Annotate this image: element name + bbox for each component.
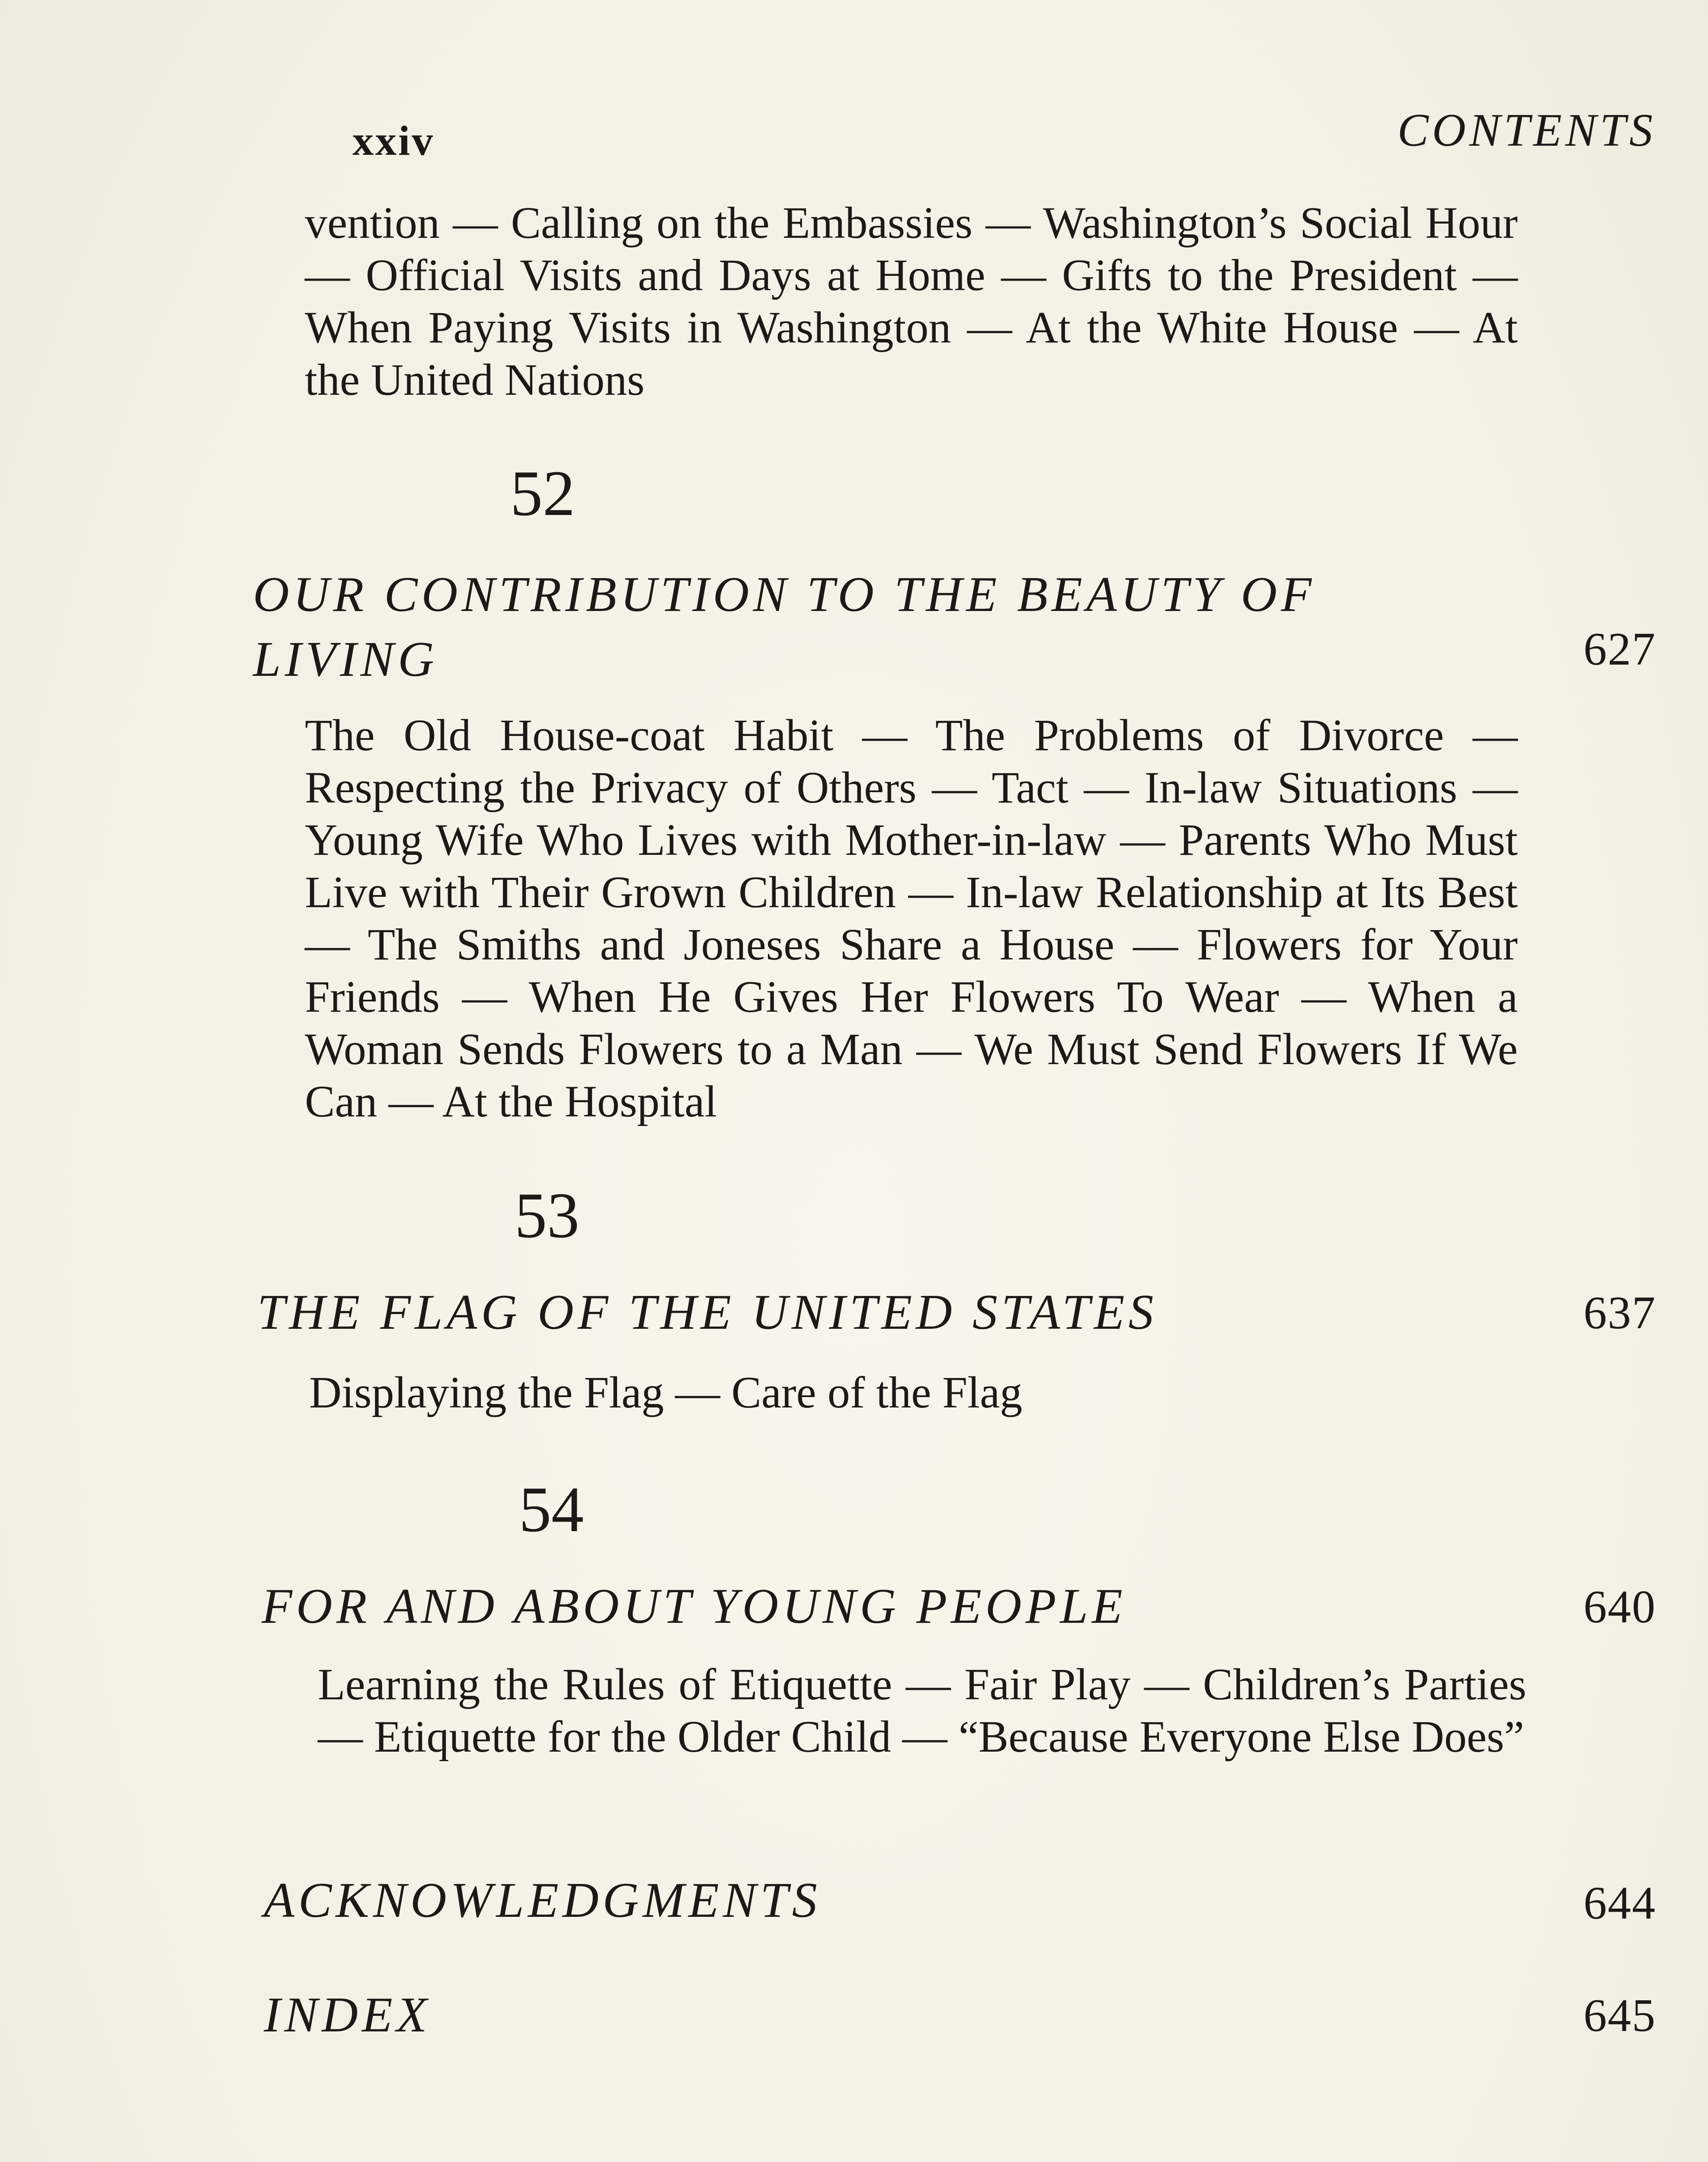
chapter-page-number: 627 <box>1583 624 1656 675</box>
continuation-text: vention — Calling on the Embassies — Washington’s Social Hour — Official Visits and Days at Home — Gifts to the President — When Paying Visits in Washington — At the White House — At the United Nations <box>305 198 1518 405</box>
chapter-number: 54 <box>519 1474 584 1545</box>
chapter-title: OUR CONTRIBUTION TO THE BEAUTY OF LIVING <box>253 567 1316 687</box>
chapter-summary: Displaying the Flag — Care of the Flag <box>309 1368 1023 1417</box>
chapter-number: 53 <box>515 1180 579 1251</box>
index-title: INDEX <box>264 1987 431 2043</box>
chapter-page-number: 640 <box>1583 1581 1656 1633</box>
chapter-number: 52 <box>510 457 575 529</box>
chapter-page-number: 637 <box>1583 1287 1656 1339</box>
index-page-number: 645 <box>1583 1990 1656 2041</box>
running-head: CONTENTS <box>1397 105 1656 156</box>
acknowledgments-title: ACKNOWLEDGMENTS <box>264 1873 821 1928</box>
chapter-title: THE FLAG OF THE UNITED STATES <box>257 1285 1158 1340</box>
chapter-title: FOR AND ABOUT YOUNG PEOPLE <box>262 1579 1126 1634</box>
acknowledgments-page-number: 644 <box>1583 1877 1656 1929</box>
page-folio: xxiv <box>352 118 435 164</box>
chapter-summary: The Old House-coat Habit — The Problems of Divorce — Respecting the Privacy of Others — Tact — In-law Situations — Young Wife Who Lives with Mother-in-law — Parents Who Must Live with Their Grown Children — In-law Relationship at Its Best — The Smiths and Joneses Share a House — Flowers for Your Friends — When He Gives Her Flowers To Wear — When a Woman Sends Flowers to a Man — We Must Send Flowers If We Can — At the Hospital <box>305 710 1518 1126</box>
chapter-summary: Learning the Rules of Etiquette — Fair Play — Children’s Parties — Etiquette for the Older Child — “Because Everyone Else Does” <box>318 1660 1526 1762</box>
